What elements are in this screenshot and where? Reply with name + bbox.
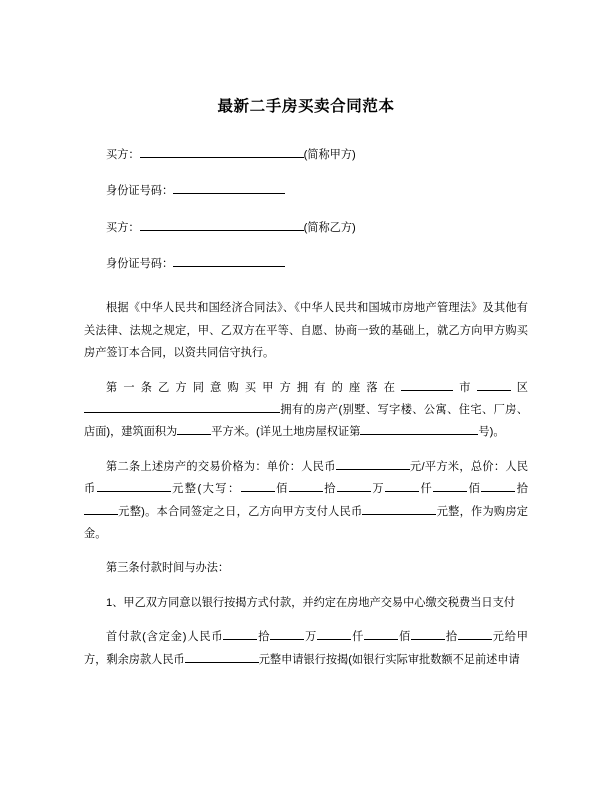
down-payment-paragraph-text-14: 元整申请银行按揭(如银行实际审批数额不足前述申请 (258, 653, 520, 666)
id-number-party-a-input[interactable] (173, 182, 285, 194)
article-two-paragraph-blank-13[interactable] (433, 480, 467, 492)
down-payment-paragraph-blank-1[interactable] (223, 628, 257, 640)
article-two-paragraph-text-14: 佰 (467, 483, 482, 496)
buyer-party-a-input[interactable] (140, 146, 304, 158)
down-payment-paragraph-text-8: 佰 (398, 631, 411, 644)
buyer-party-a-suffix: (简称甲方) (303, 148, 356, 161)
down-payment-paragraph-text-12: 元给甲方，剩余房款人民币 (84, 631, 528, 666)
article-three-item-1-text-0: 1、甲乙双方同意以银行按揭方式付款，并约定在房地产交易中心缴交税费当日支付 (106, 596, 515, 609)
article-one-paragraph-blank-1[interactable] (401, 378, 453, 390)
preamble-paragraph-text-0: 根据《中华人民共和国经济合同法》、《中华人民共和国城市房地产管理法》及其他有关法律、法规之规定，甲、乙双方在平等、自愿、协商一致的基础上，就乙方向甲方购买房产签订本合同，以资共同信守执行。 (84, 302, 528, 360)
down-payment-paragraph-blank-3[interactable] (270, 628, 304, 640)
page-title: 最新二手房买卖合同范本 (217, 98, 395, 115)
article-one-paragraph-text-4: 区 (510, 381, 528, 394)
article-three-heading-text-0: 第三条付款时间与办法： (106, 562, 230, 575)
article-one-paragraph-text-10: 号)。 (478, 426, 505, 439)
buyer-party-b-input[interactable] (140, 218, 304, 230)
id-number-party-b (84, 253, 528, 275)
down-payment-paragraph-text-4: 万 (304, 631, 318, 644)
article-two-paragraph-blank-7[interactable] (289, 480, 323, 492)
article-two-paragraph-text-16: 拾 (515, 483, 528, 496)
down-payment-paragraph-text-0: 首付款(含定金)人民币 (106, 631, 224, 644)
article-two-paragraph-blank-11[interactable] (385, 480, 419, 492)
article-two-paragraph-blank-9[interactable] (337, 480, 371, 492)
down-payment-paragraph-blank-9[interactable] (411, 628, 445, 640)
buyer-party-a (84, 144, 528, 166)
article-two-paragraph-text-4: 元整(大写： (170, 483, 241, 496)
buyer-party-a-label: 买方： (106, 148, 140, 161)
down-payment-paragraph-blank-7[interactable] (364, 628, 398, 640)
down-payment-paragraph-text-2: 拾 (257, 631, 271, 644)
down-payment-paragraph-text-6: 仟 (351, 631, 365, 644)
article-two-paragraph-text-20: 元整，作为购房定金。 (84, 505, 528, 540)
preamble-paragraph (84, 297, 528, 364)
article-two-paragraph-blank-5[interactable] (241, 480, 275, 492)
article-two-paragraph-text-2: 元/平方米，总价：人民币 (84, 460, 529, 496)
document-body (84, 96, 528, 683)
party-fields-container (84, 144, 528, 276)
down-payment-paragraph (84, 626, 528, 671)
article-one-paragraph-text-6: 拥有的房产(别墅、写字楼、公寓、住宅、厂房、店面)，建筑面积为 (84, 403, 528, 439)
down-payment-paragraph-text-10: 拾 (445, 631, 458, 644)
article-two-paragraph (84, 456, 528, 546)
article-two-paragraph-blank-15[interactable] (481, 480, 515, 492)
buyer-party-b (84, 217, 528, 239)
article-two-paragraph-text-6: 佰 (274, 483, 289, 496)
article-one-paragraph (84, 377, 528, 444)
article-one-paragraph-blank-3[interactable] (477, 378, 511, 390)
article-two-paragraph-blank-3[interactable] (97, 480, 171, 492)
article-two-paragraph-text-0: 第二条上述房产的交易价格为：单价：人民币 (106, 460, 336, 473)
article-two-paragraph-text-18: 元整)。本合同签定之日，乙方向甲方支付人民币 (118, 505, 363, 518)
down-payment-paragraph-blank-13[interactable] (185, 650, 259, 662)
article-two-paragraph-blank-1[interactable] (336, 458, 410, 470)
buyer-party-b-label: 买方： (106, 221, 140, 234)
article-two-paragraph-text-10: 万 (370, 483, 386, 496)
contract-paragraphs-container (84, 297, 528, 671)
id-number-party-b-label: 身份证号码： (106, 257, 174, 270)
down-payment-paragraph-blank-11[interactable] (458, 628, 492, 640)
id-number-party-a (84, 180, 528, 202)
article-two-paragraph-blank-17[interactable] (84, 502, 118, 514)
article-one-paragraph-blank-7[interactable] (177, 423, 211, 435)
article-one-paragraph-text-2: 市 (453, 381, 477, 394)
down-payment-paragraph-blank-5[interactable] (317, 628, 351, 640)
article-two-paragraph-text-8: 拾 (322, 483, 337, 496)
article-one-paragraph-text-0: 第一条乙方同意购买甲方拥有的座落在 (106, 381, 402, 394)
article-two-paragraph-blank-19[interactable] (362, 502, 436, 514)
article-three-heading (84, 557, 528, 579)
id-number-party-b-input[interactable] (173, 255, 285, 267)
article-two-paragraph-text-12: 仟 (419, 483, 434, 496)
article-one-paragraph-blank-5[interactable] (84, 401, 280, 413)
id-number-party-a-label: 身份证号码： (106, 185, 174, 198)
buyer-party-b-suffix: (简称乙方) (303, 221, 356, 234)
article-three-item-1 (84, 592, 528, 614)
article-one-paragraph-blank-9[interactable] (360, 423, 478, 435)
article-one-paragraph-text-8: 平方米。(详见土地房屋权证第 (211, 426, 361, 439)
